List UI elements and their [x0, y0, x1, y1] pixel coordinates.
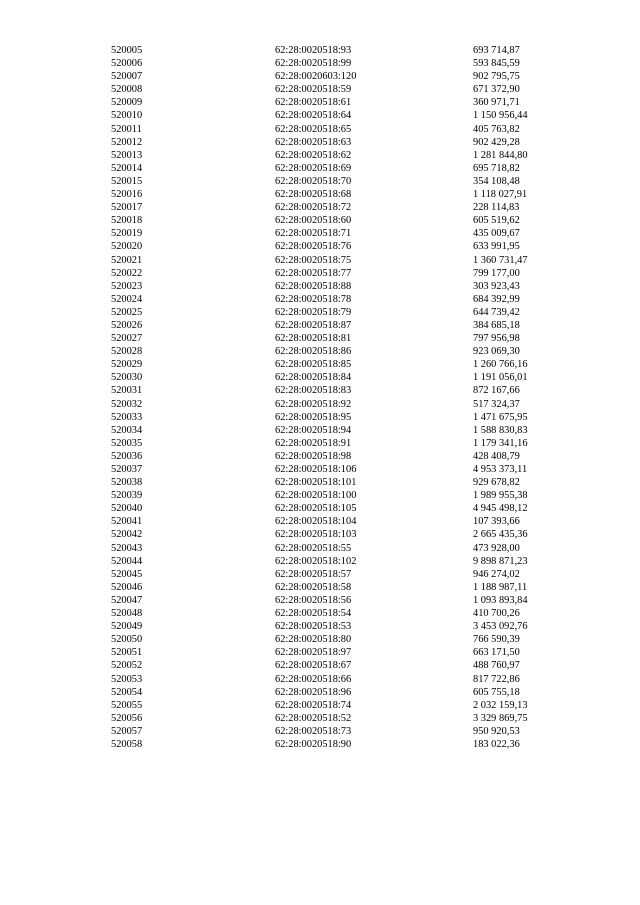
table-row [0, 188, 640, 201]
cadastral-value-cell: 354 108,48 [473, 175, 520, 187]
row-id-cell: 520029 [111, 359, 143, 371]
row-id-cell: 520024 [111, 293, 143, 305]
table-row [0, 686, 640, 699]
row-id-cell: 520020 [111, 241, 143, 253]
row-id-cell: 520048 [111, 608, 143, 620]
table-row [0, 646, 640, 659]
cadastral-value-cell: 1 191 056,01 [473, 372, 528, 384]
table-row [0, 136, 640, 149]
cadastral-value-cell: 950 920,53 [473, 725, 520, 737]
row-id-cell: 520045 [111, 568, 143, 580]
cadastral-value-cell: 817 722,86 [473, 673, 520, 685]
row-id-cell: 520014 [111, 162, 143, 174]
cadastral-value-cell: 1 471 675,95 [473, 411, 528, 423]
row-id-cell: 520006 [111, 58, 143, 70]
cadastral-number-cell: 62:28:0020518:92 [275, 398, 352, 410]
table-row [0, 214, 640, 227]
cadastral-value-cell: 4 945 498,12 [473, 503, 528, 515]
cadastral-value-cell: 633 991,95 [473, 241, 520, 253]
table-row [0, 96, 640, 109]
table-row [0, 581, 640, 594]
cadastral-value-cell: 517 324,37 [473, 398, 520, 410]
row-id-cell: 520050 [111, 634, 143, 646]
cadastral-number-cell: 62:28:0020518:91 [275, 437, 352, 449]
cadastral-number-cell: 62:28:0020518:99 [275, 58, 352, 70]
cadastral-value-cell: 360 971,71 [473, 97, 520, 109]
cadastral-number-cell: 62:28:0020518:96 [275, 686, 352, 698]
cadastral-value-cell: 605 519,62 [473, 215, 520, 227]
cadastral-value-cell: 605 755,18 [473, 686, 520, 698]
table-row [0, 57, 640, 70]
table-row [0, 240, 640, 253]
row-id-cell: 520034 [111, 424, 143, 436]
row-id-cell: 520053 [111, 673, 143, 685]
table-row [0, 280, 640, 293]
row-id-cell: 520025 [111, 306, 143, 318]
cadastral-value-cell: 1 281 844,80 [473, 149, 528, 161]
table-row [0, 437, 640, 450]
row-id-cell: 520047 [111, 594, 143, 606]
cadastral-number-cell: 62:28:0020518:60 [275, 215, 352, 227]
row-id-cell: 520042 [111, 529, 143, 541]
cadastral-value-cell: 1 150 956,44 [473, 110, 528, 122]
cadastral-value-cell: 107 393,66 [473, 516, 520, 528]
row-id-cell: 520005 [111, 45, 143, 56]
cadastral-number-cell: 62:28:0020518:88 [275, 280, 352, 292]
table-row [0, 44, 640, 57]
cadastral-value-cell: 488 760,97 [473, 660, 520, 672]
cadastral-number-cell: 62:28:0020518:67 [275, 660, 352, 672]
cadastral-value-cell: 671 372,90 [473, 84, 520, 96]
table-row [0, 712, 640, 725]
cadastral-number-cell: 62:28:0020518:74 [275, 699, 352, 711]
table-row [0, 70, 640, 83]
row-id-cell: 520015 [111, 175, 143, 187]
row-id-cell: 520038 [111, 477, 143, 489]
cadastral-value-cell: 2 032 159,13 [473, 699, 528, 711]
cadastral-number-cell: 62:28:0020518:68 [275, 189, 352, 201]
row-id-cell: 520030 [111, 372, 143, 384]
row-id-cell: 520019 [111, 228, 143, 240]
cadastral-number-cell: 62:28:0020518:75 [275, 254, 352, 266]
cadastral-value-cell: 303 923,43 [473, 280, 520, 292]
table-row [0, 424, 640, 437]
cadastral-value-cell: 1 179 341,16 [473, 437, 528, 449]
cadastral-value-cell: 799 177,00 [473, 267, 520, 279]
cadastral-value-cell: 684 392,99 [473, 293, 520, 305]
row-id-cell: 520017 [111, 202, 143, 214]
table-row [0, 319, 640, 332]
row-id-cell: 520035 [111, 437, 143, 449]
cadastral-value-cell: 405 763,82 [473, 123, 520, 135]
table-row [0, 594, 640, 607]
table-row [0, 673, 640, 686]
cadastral-number-cell: 62:28:0020518:53 [275, 621, 352, 633]
row-id-cell: 520027 [111, 333, 143, 345]
row-id-cell: 520049 [111, 621, 143, 633]
cadastral-number-cell: 62:28:0020518:84 [275, 372, 352, 384]
table-row [0, 607, 640, 620]
cadastral-value-cell: 3 329 869,75 [473, 712, 528, 724]
cadastral-value-cell: 1 360 731,47 [473, 254, 528, 266]
cadastral-number-cell: 62:28:0020518:93 [275, 45, 352, 56]
cadastral-value-cell: 228 114,83 [473, 202, 520, 214]
row-id-cell: 520044 [111, 555, 143, 567]
row-id-cell: 520051 [111, 647, 143, 659]
cadastral-number-cell: 62:28:0020518:58 [275, 581, 352, 593]
row-id-cell: 520007 [111, 71, 143, 83]
table-row [0, 371, 640, 384]
table-row [0, 463, 640, 476]
cadastral-number-cell: 62:28:0020518:77 [275, 267, 352, 279]
row-id-cell: 520013 [111, 149, 143, 161]
cadastral-number-cell: 62:28:0020518:103 [275, 529, 357, 541]
table-row [0, 659, 640, 672]
cadastral-number-cell: 62:28:0020518:90 [275, 738, 352, 750]
row-id-cell: 520043 [111, 542, 143, 554]
table-row [0, 358, 640, 371]
cadastral-number-cell: 62:28:0020518:100 [275, 490, 357, 502]
table-row [0, 699, 640, 712]
table-row [0, 528, 640, 541]
row-id-cell: 520057 [111, 725, 143, 737]
row-id-cell: 520037 [111, 464, 143, 475]
cadastral-number-cell: 62:28:0020518:56 [275, 594, 352, 606]
cadastral-value-cell: 797 956,98 [473, 333, 520, 345]
cadastral-number-cell: 62:28:0020518:73 [275, 725, 352, 737]
cadastral-value-cell: 3 453 092,76 [473, 621, 528, 633]
cadastral-value-cell: 428 408,79 [473, 450, 520, 462]
cadastral-value-table [0, 44, 640, 751]
row-id-cell: 520022 [111, 267, 143, 279]
cadastral-number-cell: 62:28:0020518:62 [275, 149, 352, 161]
row-id-cell: 520046 [111, 581, 143, 593]
cadastral-number-cell: 62:28:0020518:52 [275, 712, 352, 724]
table-row [0, 227, 640, 240]
table-row [0, 542, 640, 555]
cadastral-value-cell: 695 718,82 [473, 162, 520, 174]
table-row [0, 489, 640, 502]
cadastral-number-cell: 62:28:0020518:86 [275, 346, 352, 358]
table-row [0, 345, 640, 358]
table-row [0, 476, 640, 489]
row-id-cell: 520008 [111, 84, 143, 96]
table-row [0, 267, 640, 280]
cadastral-number-cell: 62:28:0020603:120 [275, 71, 357, 83]
cadastral-number-cell: 62:28:0020518:104 [275, 516, 357, 528]
cadastral-value-cell: 902 429,28 [473, 136, 520, 148]
table-row [0, 398, 640, 411]
cadastral-number-cell: 62:28:0020518:106 [275, 464, 357, 475]
cadastral-number-cell: 62:28:0020518:102 [275, 555, 357, 567]
table-row [0, 411, 640, 424]
cadastral-number-cell: 62:28:0020518:98 [275, 450, 352, 462]
cadastral-value-cell: 384 685,18 [473, 319, 520, 331]
cadastral-value-cell: 1 188 987,11 [473, 581, 528, 593]
cadastral-value-cell: 1 118 027,91 [473, 189, 528, 201]
table-row [0, 515, 640, 528]
cadastral-value-cell: 766 590,39 [473, 634, 520, 646]
table-row [0, 293, 640, 306]
cadastral-number-cell: 62:28:0020518:70 [275, 175, 352, 187]
row-id-cell: 520026 [111, 319, 143, 331]
row-id-cell: 520031 [111, 385, 143, 397]
table-row [0, 725, 640, 738]
cadastral-value-cell: 183 022,36 [473, 738, 520, 750]
cadastral-number-cell: 62:28:0020518:80 [275, 634, 352, 646]
cadastral-number-cell: 62:28:0020518:76 [275, 241, 352, 253]
cadastral-number-cell: 62:28:0020518:85 [275, 359, 352, 371]
cadastral-number-cell: 62:28:0020518:61 [275, 97, 352, 109]
row-id-cell: 520052 [111, 660, 143, 672]
row-id-cell: 520011 [111, 123, 142, 135]
row-id-cell: 520032 [111, 398, 143, 410]
cadastral-number-cell: 62:28:0020518:66 [275, 673, 352, 685]
cadastral-number-cell: 62:28:0020518:59 [275, 84, 352, 96]
row-id-cell: 520039 [111, 490, 143, 502]
row-id-cell: 520040 [111, 503, 143, 515]
cadastral-value-cell: 1 260 766,16 [473, 359, 528, 371]
cadastral-value-cell: 693 714,87 [473, 45, 520, 56]
table-row [0, 254, 640, 267]
row-id-cell: 520036 [111, 450, 143, 462]
cadastral-number-cell: 62:28:0020518:72 [275, 202, 352, 214]
cadastral-number-cell: 62:28:0020518:81 [275, 333, 352, 345]
cadastral-number-cell: 62:28:0020518:105 [275, 503, 357, 515]
table-row [0, 555, 640, 568]
cadastral-value-cell: 923 069,30 [473, 346, 520, 358]
cadastral-value-cell: 872 167,66 [473, 385, 520, 397]
table-row [0, 175, 640, 188]
row-id-cell: 520041 [111, 516, 143, 528]
cadastral-value-cell: 1 588 830,83 [473, 424, 528, 436]
cadastral-number-cell: 62:28:0020518:95 [275, 411, 352, 423]
cadastral-number-cell: 62:28:0020518:57 [275, 568, 352, 580]
table-row [0, 502, 640, 515]
cadastral-value-cell: 663 171,50 [473, 647, 520, 659]
cadastral-number-cell: 62:28:0020518:71 [275, 228, 352, 240]
row-id-cell: 520054 [111, 686, 143, 698]
row-id-cell: 520009 [111, 97, 143, 109]
cadastral-value-cell: 593 845,59 [473, 58, 520, 70]
cadastral-value-cell: 929 678,82 [473, 477, 520, 489]
table-row [0, 123, 640, 136]
cadastral-value-cell: 473 928,00 [473, 542, 520, 554]
cadastral-value-cell: 2 665 435,36 [473, 529, 528, 541]
cadastral-value-cell: 410 700,26 [473, 608, 520, 620]
table-row [0, 83, 640, 96]
table-row [0, 109, 640, 122]
cadastral-value-cell: 9 898 871,23 [473, 555, 528, 567]
cadastral-number-cell: 62:28:0020518:87 [275, 319, 352, 331]
cadastral-value-cell: 435 009,67 [473, 228, 520, 240]
row-id-cell: 520055 [111, 699, 143, 711]
row-id-cell: 520021 [111, 254, 143, 266]
row-id-cell: 520033 [111, 411, 143, 423]
table-row [0, 162, 640, 175]
cadastral-number-cell: 62:28:0020518:64 [275, 110, 352, 122]
table-row [0, 738, 640, 751]
cadastral-number-cell: 62:28:0020518:78 [275, 293, 352, 305]
cadastral-value-cell: 902 795,75 [473, 71, 520, 83]
cadastral-value-cell: 4 953 373,11 [473, 464, 528, 475]
cadastral-number-cell: 62:28:0020518:97 [275, 647, 352, 659]
cadastral-number-cell: 62:28:0020518:83 [275, 385, 352, 397]
cadastral-number-cell: 62:28:0020518:55 [275, 542, 352, 554]
row-id-cell: 520058 [111, 738, 143, 750]
table-row [0, 384, 640, 397]
cadastral-number-cell: 62:28:0020518:101 [275, 477, 357, 489]
table-row [0, 633, 640, 646]
row-id-cell: 520028 [111, 346, 143, 358]
cadastral-number-cell: 62:28:0020518:79 [275, 306, 352, 318]
row-id-cell: 520012 [111, 136, 143, 148]
cadastral-value-cell: 946 274,02 [473, 568, 520, 580]
table-row [0, 450, 640, 463]
row-id-cell: 520010 [111, 110, 143, 122]
row-id-cell: 520018 [111, 215, 143, 227]
table-row [0, 201, 640, 214]
table-row [0, 620, 640, 633]
table-row [0, 306, 640, 319]
cadastral-value-cell: 644 739,42 [473, 306, 520, 318]
row-id-cell: 520016 [111, 189, 143, 201]
table-row [0, 149, 640, 162]
cadastral-number-cell: 62:28:0020518:65 [275, 123, 352, 135]
cadastral-value-cell: 1 989 955,38 [473, 490, 528, 502]
cadastral-value-cell: 1 093 893,84 [473, 594, 528, 606]
cadastral-number-cell: 62:28:0020518:54 [275, 608, 352, 620]
row-id-cell: 520023 [111, 280, 143, 292]
table-row [0, 332, 640, 345]
row-id-cell: 520056 [111, 712, 143, 724]
table-row [0, 568, 640, 581]
cadastral-number-cell: 62:28:0020518:94 [275, 424, 352, 436]
cadastral-number-cell: 62:28:0020518:69 [275, 162, 352, 174]
cadastral-number-cell: 62:28:0020518:63 [275, 136, 352, 148]
